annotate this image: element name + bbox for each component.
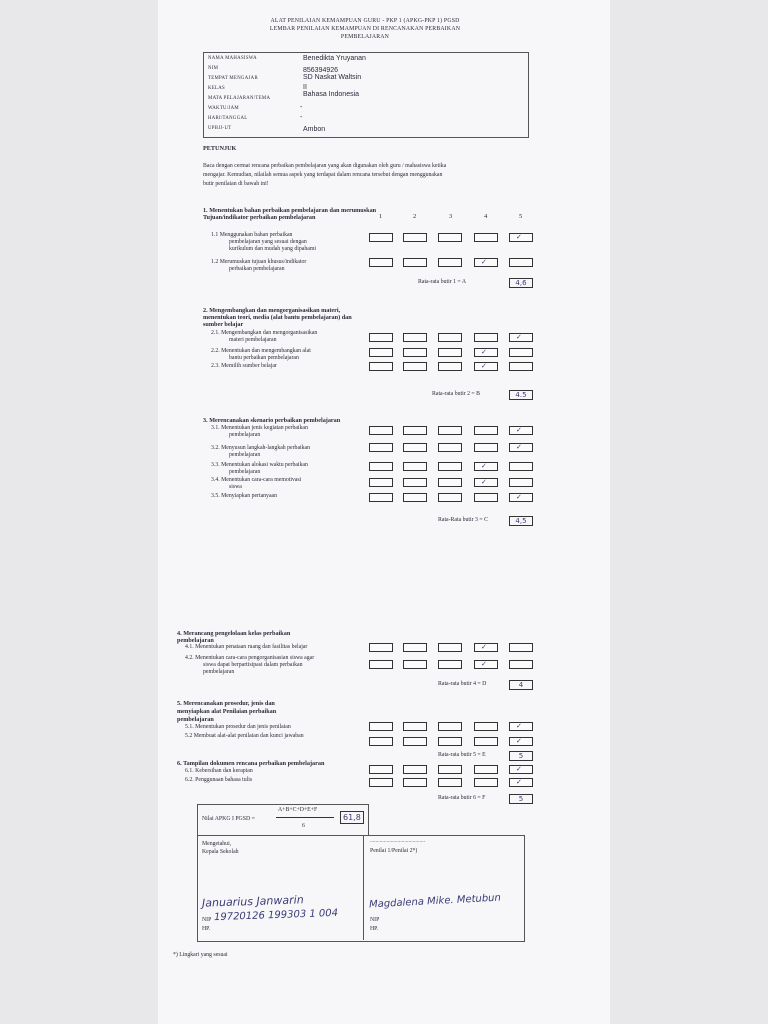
check-mark-icon: ✓ <box>481 478 487 486</box>
scale-4: 4 <box>484 213 488 220</box>
rating-box-1-2-1[interactable] <box>369 258 393 267</box>
item-1-2-label: 1.2 Merumuskan tujuan khusus/indikator <box>211 259 307 265</box>
footnote: *) Lingkari yang sesuai <box>173 952 228 958</box>
section-2-average-label: Rata-rata butir 2 = B <box>432 391 481 397</box>
rating-box-1-1-5[interactable] <box>509 233 533 242</box>
rating-box-2-1-1[interactable] <box>369 333 393 342</box>
check-mark-icon: ✓ <box>516 333 522 341</box>
check-mark-icon: ✓ <box>481 258 487 266</box>
check-mark-icon: ✓ <box>481 660 487 668</box>
rating-box-3-4-2[interactable] <box>403 478 427 487</box>
rating-box-3-2-5[interactable] <box>509 443 533 452</box>
identity-value: Bahasa Indonesia <box>303 91 360 98</box>
item-3-2-label-cont: pembelajaran <box>229 452 261 458</box>
rating-box-3-5-4[interactable] <box>474 493 498 502</box>
rating-box-2-3-4[interactable] <box>474 362 498 371</box>
final-score: 61,8 <box>340 811 364 824</box>
section-1-average-value: 4,6 <box>509 278 533 288</box>
rating-box-1-2-4[interactable] <box>474 258 498 267</box>
rating-box-2-1-4[interactable] <box>474 333 498 342</box>
identity-value: Ambon <box>303 126 326 133</box>
petunjuk-text-3: butir penilaian di bawah ini! <box>203 181 269 187</box>
rating-box-5-1-5[interactable] <box>509 722 533 731</box>
item-3-1-label-cont: pembelajaran <box>229 432 261 438</box>
assessor-label: Penilai 1/Penilai 2*) <box>370 848 418 854</box>
rating-box-5-1-1[interactable] <box>369 722 393 731</box>
identity-label: NIM <box>208 66 219 71</box>
rating-box-4-1-4[interactable] <box>474 643 498 652</box>
rating-box-3-3-5[interactable] <box>509 462 533 471</box>
item-2-1-label: 2.1. Mengembangkan dan mengorganisasikan <box>211 330 318 336</box>
petunjuk-heading: PETUNJUK <box>203 145 237 152</box>
section-2-heading: sumber belajar <box>203 321 244 328</box>
rating-box-3-3-4[interactable] <box>474 462 498 471</box>
assessor-nip: NIP <box>370 917 380 923</box>
principal-label-1: Mengetahui, <box>202 841 232 847</box>
rating-box-3-2-2[interactable] <box>403 443 427 452</box>
rating-box-5-1-2[interactable] <box>403 722 427 731</box>
rating-box-4-2-2[interactable] <box>403 660 427 669</box>
item-4-2-label-cont: siswa dapat berpartisipasi dalam perbaikan <box>203 662 303 668</box>
item-2-2-label: 2.2. Menentukan dan mengembangkan alat <box>211 348 311 354</box>
rating-box-3-1-5[interactable] <box>509 426 533 435</box>
doc-title-line1: ALAT PENILAIAN KEMAMPUAN GURU - PKP 1 (APKG-PKP 1) PGSD <box>270 18 460 24</box>
identity-colon: - <box>300 114 303 121</box>
doc-title-line3: PEMBELAJARAN <box>340 34 390 40</box>
rating-box-5-2-2[interactable] <box>403 737 427 746</box>
check-mark-icon: ✓ <box>516 493 522 501</box>
principal-signature: Januarius Janwarin <box>201 893 304 910</box>
identity-label: MATA PELAJARAN/TEMA <box>208 96 271 101</box>
check-mark-icon: ✓ <box>481 348 487 356</box>
scale-2: 2 <box>413 213 417 220</box>
rating-box-6-2-4[interactable] <box>474 778 498 787</box>
rating-box-3-1-4[interactable] <box>474 426 498 435</box>
principal-hp: HP. <box>202 926 211 932</box>
rating-box-3-1-2[interactable] <box>403 426 427 435</box>
rating-box-3-3-2[interactable] <box>403 462 427 471</box>
rating-box-3-1-3[interactable] <box>438 426 462 435</box>
identity-value: 856394926 <box>303 67 339 74</box>
check-mark-icon: ✓ <box>481 362 487 370</box>
section-1-heading: 1. Menentukan bahan perbaikan pembelajaran dan merumuskan <box>203 207 377 214</box>
rating-box-3-4-1[interactable] <box>369 478 393 487</box>
item-6-1-label: 6.1. Kebersihan dan kerapian <box>185 768 253 774</box>
rating-box-1-1-2[interactable] <box>403 233 427 242</box>
item-6-2-label: 6.2. Penggunaan bahasa tulis <box>185 777 253 783</box>
rating-box-4-1-2[interactable] <box>403 643 427 652</box>
principal-nip-label: NIP <box>202 917 212 923</box>
rating-box-3-2-1[interactable] <box>369 443 393 452</box>
item-4-2-label: 4.2. Menentukan cara-cara pengorganisasian siswa agar <box>185 655 315 661</box>
check-mark-icon: ✓ <box>516 722 522 730</box>
rating-box-4-2-1[interactable] <box>369 660 393 669</box>
rating-box-4-1-5[interactable] <box>509 643 533 652</box>
item-4-2-label-cont2: pembelajaran <box>203 669 235 675</box>
scale-3: 3 <box>449 213 453 220</box>
rating-box-1-1-3[interactable] <box>438 233 462 242</box>
rating-box-2-2-2[interactable] <box>403 348 427 357</box>
rating-box-4-2-4[interactable] <box>474 660 498 669</box>
principal-label-2: Kepala Sekolah <box>202 849 239 855</box>
rating-box-2-1-5[interactable] <box>509 333 533 342</box>
item-3-2-label: 3.2. Menyusun langkah-langkah perbaikan <box>211 445 311 451</box>
identity-colon: - <box>300 104 303 111</box>
rating-box-6-1-1[interactable] <box>369 765 393 774</box>
section-4-average-label: Rata-rata butir 4 = D <box>438 681 487 687</box>
check-mark-icon: ✓ <box>516 737 522 745</box>
rating-box-6-1-5[interactable] <box>509 765 533 774</box>
item-1-2-label-cont: perbaikan pembelajaran <box>229 266 285 272</box>
rating-box-2-1-3[interactable] <box>438 333 462 342</box>
rating-box-2-3-2[interactable] <box>403 362 427 371</box>
item-1-1-label-cont2: kurikulum dan mudah yang dipahami <box>229 246 316 252</box>
section-5-average-value: 5 <box>509 751 533 761</box>
identity-label: UPBJJ-UT <box>208 126 232 131</box>
rating-box-2-2-5[interactable] <box>509 348 533 357</box>
section-5-heading: pembelajaran <box>177 716 214 723</box>
rating-box-6-2-3[interactable] <box>438 778 462 787</box>
identity-label: NAMA MAHASISWA <box>208 56 257 61</box>
rating-box-1-2-5[interactable] <box>509 258 533 267</box>
rating-box-5-1-3[interactable] <box>438 722 462 731</box>
item-1-1-label: 1.1 Menggunakan bahan perbaikan <box>211 232 293 238</box>
check-mark-icon: ✓ <box>516 778 522 786</box>
rating-box-6-2-2[interactable] <box>403 778 427 787</box>
check-mark-icon: ✓ <box>516 233 522 241</box>
identity-value: Benedikta Yruyanan <box>303 55 366 62</box>
signature-divider <box>363 835 364 940</box>
rating-box-2-2-3[interactable] <box>438 348 462 357</box>
formula-denominator: 6 <box>302 823 305 829</box>
rating-box-3-4-5[interactable] <box>509 478 533 487</box>
item-1-1-label-cont: pembelajaran yang sesuai dengan <box>229 239 307 245</box>
signature-box <box>197 835 525 942</box>
check-mark-icon: ✓ <box>516 426 522 434</box>
check-mark-icon: ✓ <box>481 462 487 470</box>
rating-box-3-4-4[interactable] <box>474 478 498 487</box>
item-3-3-label-cont: pembelajaran <box>229 469 261 475</box>
rating-box-5-2-4[interactable] <box>474 737 498 746</box>
scale-5: 5 <box>519 213 523 220</box>
item-3-5-label: 3.5. Menyiapkan pertanyaan <box>211 493 277 499</box>
scale-1: 1 <box>379 213 383 220</box>
rating-box-6-1-3[interactable] <box>438 765 462 774</box>
rating-box-6-1-2[interactable] <box>403 765 427 774</box>
rating-box-5-2-1[interactable] <box>369 737 393 746</box>
check-mark-icon: ✓ <box>516 443 522 451</box>
item-3-3-label: 3.3. Menentukan alokasi waktu perbaikan <box>211 462 308 468</box>
identity-label: KELAS <box>208 86 225 91</box>
petunjuk-text-1: Baca dengan cermat rencana perbaikan pembelajaran yang akan digunakan oleh guru / mahasiswa ketika <box>203 163 447 169</box>
formula-numerator: A+B+C+D+E+F <box>278 807 318 813</box>
section-5-heading: menyiapkan alat Penilaian perbaikan <box>177 708 277 715</box>
section-4-average-value: 4 <box>509 680 533 690</box>
section-6-heading: 6. Tampilan dokumen rencana perbaikan pembelajaran <box>177 760 325 767</box>
rating-box-6-1-4[interactable] <box>474 765 498 774</box>
rating-box-3-5-1[interactable] <box>369 493 393 502</box>
petunjuk-text-2: mengajar. Kemudian, nilailah semua aspek yang terdapat dalam rencana tersebut dengan menggunakan <box>203 172 443 178</box>
rating-box-3-1-1[interactable] <box>369 426 393 435</box>
section-4-heading: 4. Merancang pengelolaan kelas perbaikan <box>177 630 291 637</box>
item-3-1-label: 3.1. Menentukan jenis kegiatan perbaikan <box>211 425 308 431</box>
rating-box-4-1-3[interactable] <box>438 643 462 652</box>
rating-box-2-2-1[interactable] <box>369 348 393 357</box>
item-4-1-label: 4.1. Menentukan penataan ruang dan fasilitas belajar <box>185 644 308 650</box>
rating-box-3-4-3[interactable] <box>438 478 462 487</box>
section-2-heading: 2. Mengembangkan dan mengorganisasikan materi, <box>203 307 341 314</box>
item-5-2-label: 5.2 Membuat alat-alat penilaian dan kunci jawaban <box>185 733 304 739</box>
rating-box-1-2-2[interactable] <box>403 258 427 267</box>
formula-label: Nilai APKG I PGSD = <box>202 816 255 822</box>
rating-box-3-2-4[interactable] <box>474 443 498 452</box>
section-5-heading: 5. Merencanakan prosedur, jenis dan <box>177 700 275 707</box>
identity-box <box>203 52 529 138</box>
rating-box-1-1-1[interactable] <box>369 233 393 242</box>
section-2-heading: menentukan teori, media (alat bantu pembelajaran) dan <box>203 314 352 321</box>
section-6-average-value: 5 <box>509 794 533 804</box>
section-4-heading: pembelajaran <box>177 637 214 644</box>
section-1-heading: Tujuan/indikator perbaikan pembelajaran <box>203 214 316 221</box>
principal-nip: 19720126 199303 1 004 <box>213 907 339 924</box>
identity-label: WAKTU/JAM <box>208 106 239 111</box>
item-3-4-label: 3.4. Menentukan cara-cara memotivasi <box>211 477 302 483</box>
item-2-3-label: 2.3. Memilih sumber belajar <box>211 363 277 369</box>
section-3-average-label: Rata-Rata butir 3 = C <box>438 517 488 523</box>
section-1-average-label: Rata-rata butir 1 = A <box>418 279 467 285</box>
assessor-dots: ........................................ <box>370 838 425 844</box>
rating-box-2-3-1[interactable] <box>369 362 393 371</box>
section-3-average-value: 4,5 <box>509 516 533 526</box>
item-2-2-label-cont: bantu perbaikan pembelajaran <box>229 355 299 361</box>
rating-box-2-1-2[interactable] <box>403 333 427 342</box>
check-mark-icon: ✓ <box>516 765 522 773</box>
rating-box-5-2-3[interactable] <box>438 737 462 746</box>
identity-value: II <box>303 84 307 91</box>
check-mark-icon: ✓ <box>481 643 487 651</box>
rating-box-4-1-1[interactable] <box>369 643 393 652</box>
rating-box-2-3-5[interactable] <box>509 362 533 371</box>
rating-box-4-2-3[interactable] <box>438 660 462 669</box>
formula-divider <box>276 817 334 818</box>
assessor-hp: HP. <box>370 926 379 932</box>
rating-box-3-3-3[interactable] <box>438 462 462 471</box>
rating-box-4-2-5[interactable] <box>509 660 533 669</box>
section-2-average-value: 4.5 <box>509 390 533 400</box>
rating-box-2-2-4[interactable] <box>474 348 498 357</box>
rating-box-1-2-3[interactable] <box>438 258 462 267</box>
rating-box-6-2-5[interactable] <box>509 778 533 787</box>
section-6-average-label: Rata-rata butir 6 = F <box>438 795 486 801</box>
rating-box-3-5-2[interactable] <box>403 493 427 502</box>
item-5-1-label: 5.1. Menentukan prosedur dan jenis penilaian <box>185 724 291 730</box>
identity-label: TEMPAT MENGAJAR <box>208 76 258 81</box>
identity-label: HARI/TANGGAL <box>208 116 248 121</box>
rating-box-3-5-5[interactable] <box>509 493 533 502</box>
rating-box-1-1-4[interactable] <box>474 233 498 242</box>
rating-box-6-2-1[interactable] <box>369 778 393 787</box>
assessor-signature: Magdalena Mike. Metubun <box>368 892 502 911</box>
identity-value: SD Naskat Waltsin <box>303 74 362 81</box>
rating-box-2-3-3[interactable] <box>438 362 462 371</box>
doc-title-line2: LEMBAR PENILAIAN KEMAMPUAN DI RENCANAKAN PERBAIKAN <box>269 26 461 32</box>
rating-box-5-1-4[interactable] <box>474 722 498 731</box>
rating-box-3-5-3[interactable] <box>438 493 462 502</box>
rating-box-3-2-3[interactable] <box>438 443 462 452</box>
section-5-average-label: Rata-rata butir 5 = E <box>438 752 486 758</box>
section-3-heading: 3. Merencanakan skenario perbaikan pembelajaran <box>203 417 341 424</box>
item-2-1-label-cont: materi pembelajaran <box>229 337 277 343</box>
item-3-4-label-cont: siswa <box>229 484 242 490</box>
rating-box-5-2-5[interactable] <box>509 737 533 746</box>
rating-box-3-3-1[interactable] <box>369 462 393 471</box>
